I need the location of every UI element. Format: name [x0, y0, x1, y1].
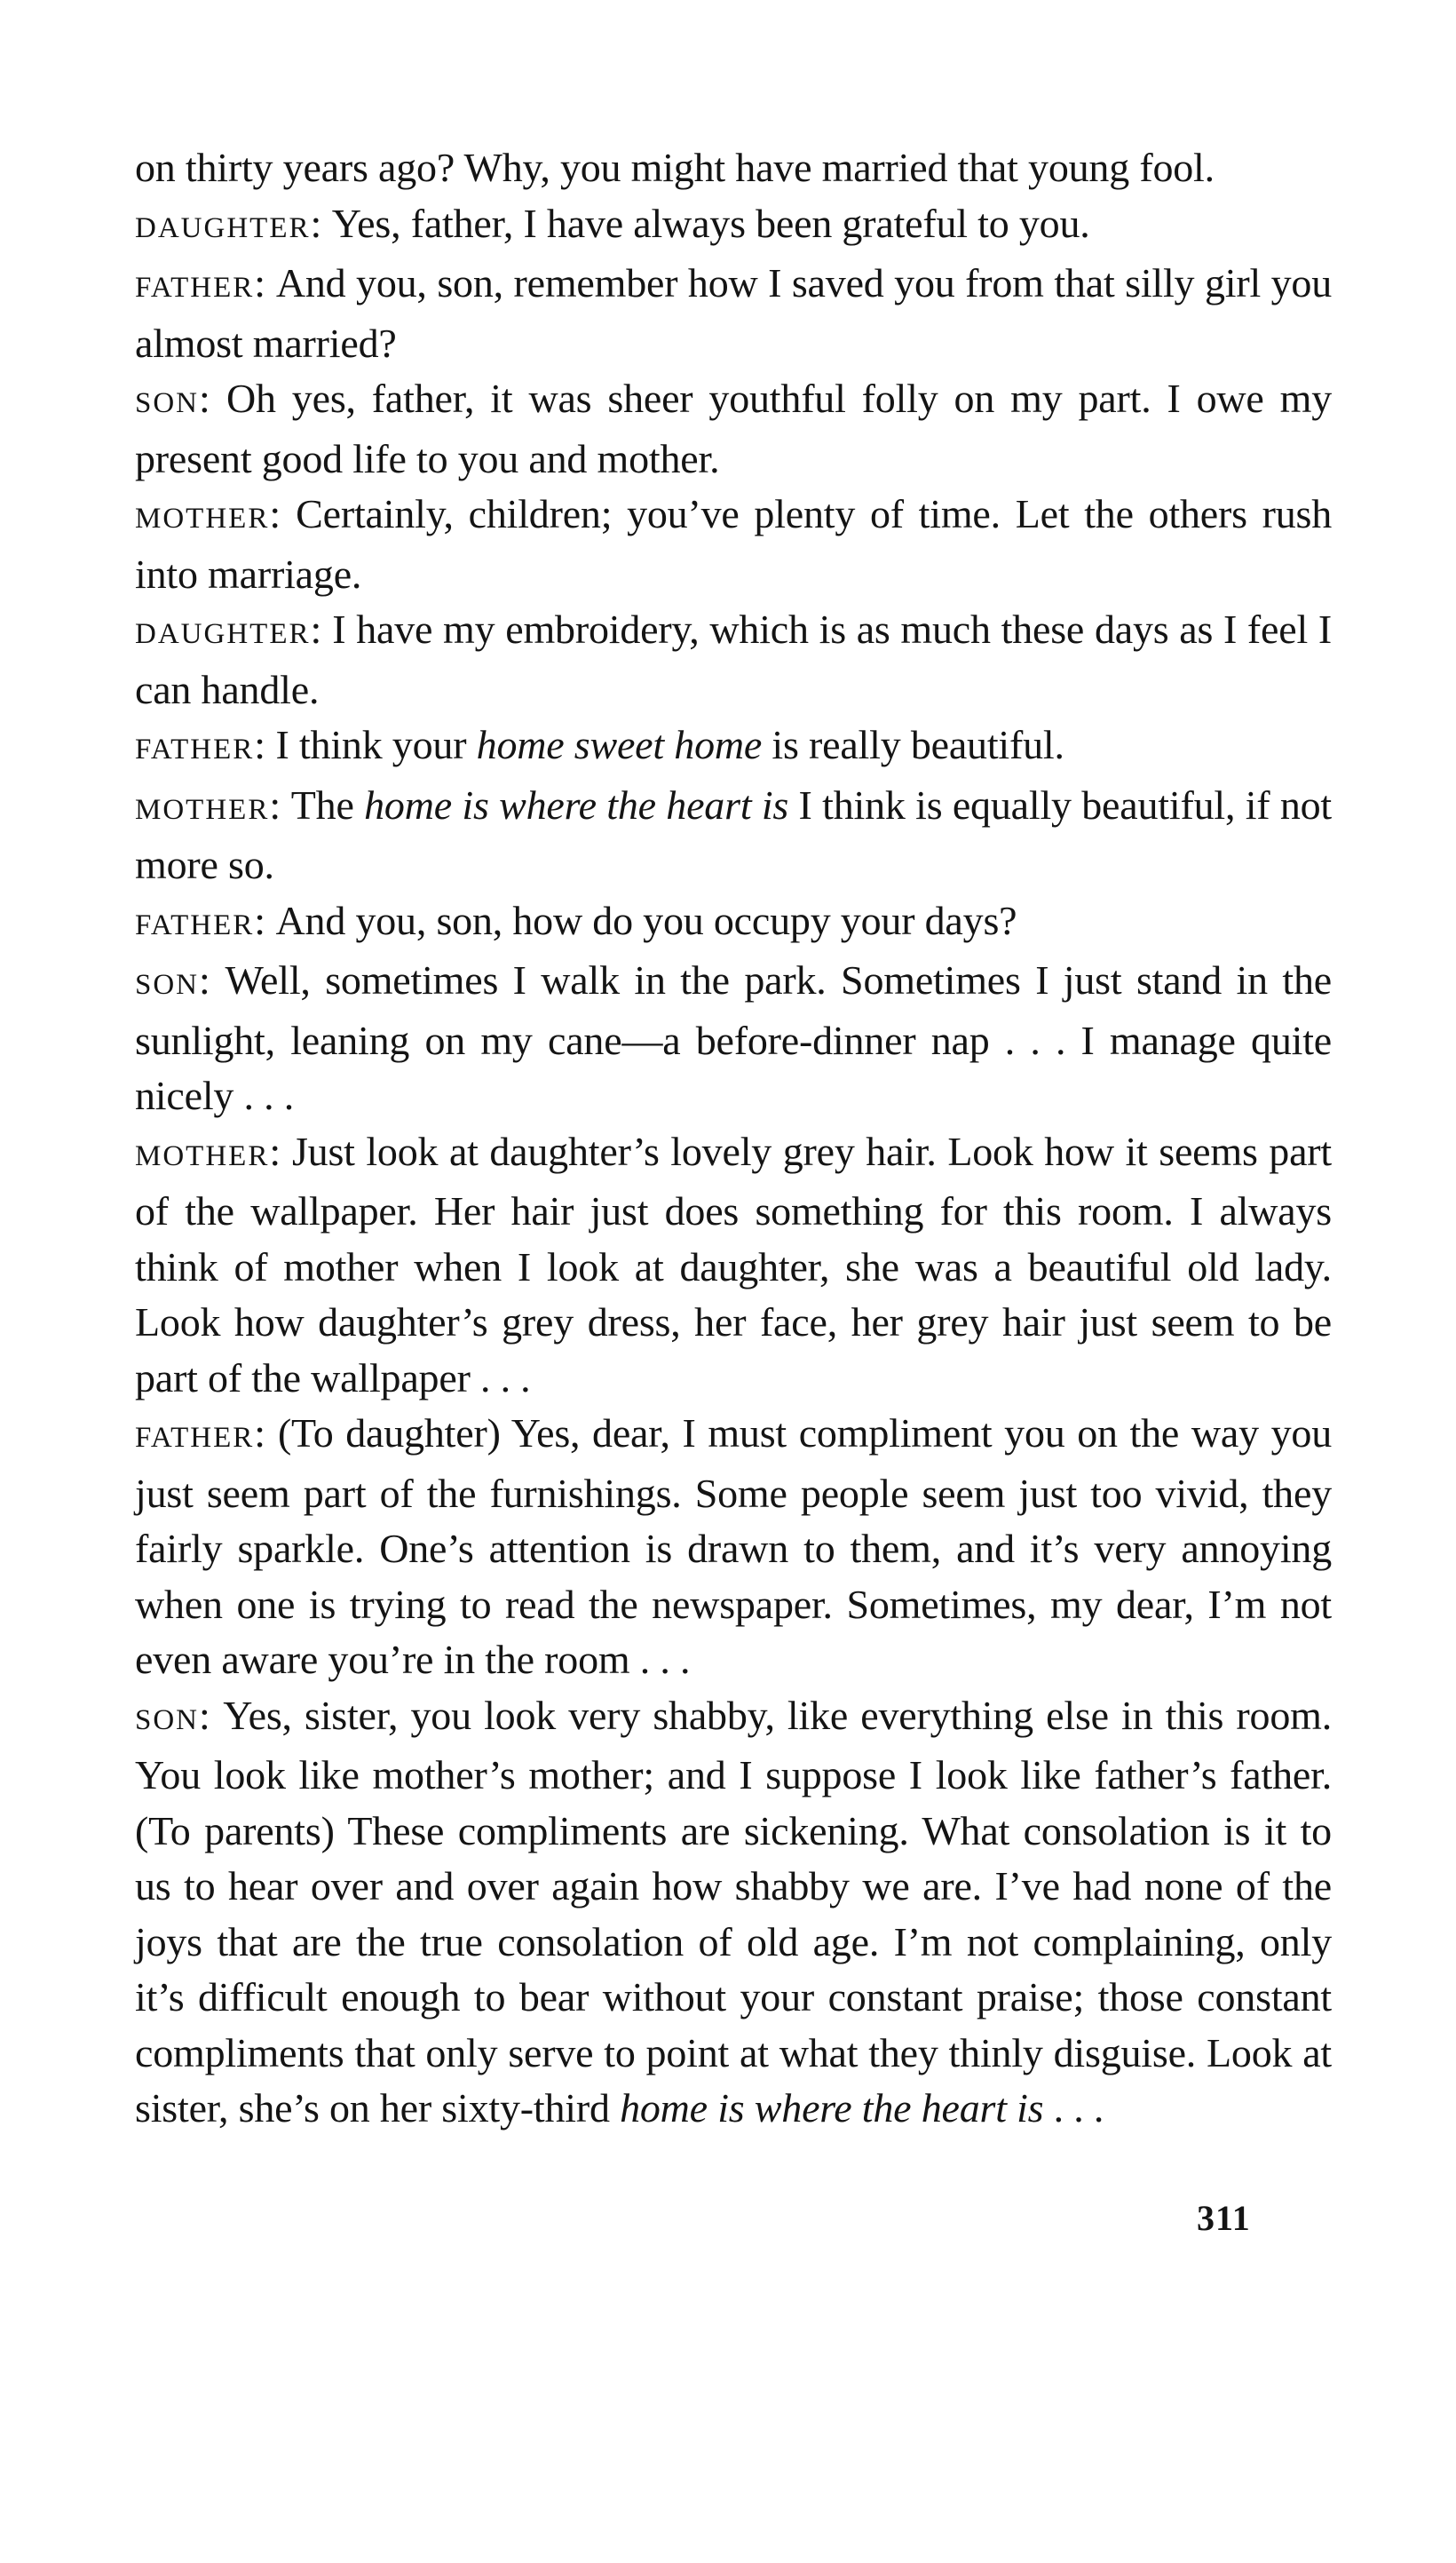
spoken-text: I have my embroidery, which is as much these days as I feel I can handle.: [135, 607, 1332, 712]
speaker-name: FATHER: [135, 272, 255, 304]
spoken-text: Just look at daughter’s lovely grey hair. Look how it seems part of the wallpaper. Her hair just does something for this room. I always think of mother when I look at daughter, she was a beautiful old lady. Look how daughter’s grey dress, her face, her grey hair just seem to be part of the wallpaper . . .: [135, 1128, 1333, 1401]
dialogue-line: [135, 1406, 1332, 1688]
spoken-text: (To daughter) Yes, dear, I must compliment you on the way you just seem part of the furnishings. Some people seem just too vivid, they fairly sparkle. One’s attention is drawn to them, and it’s very annoying when one is trying to read the newspaper. Sometimes, my dear, I’m not even aware you’re in the room . . .: [135, 1410, 1332, 1682]
speaker-separator: :: [310, 607, 333, 652]
speaker-name: FATHER: [135, 734, 255, 766]
dialogue-line: [135, 371, 1332, 487]
page-number: 311: [1197, 2198, 1251, 2238]
spoken-text: Yes, sister, you look very shabby, like everything else in this room. You look like mother’s mother; and I suppose I look like father’s father. (To parents) These compliments are sickening. What consolation is it to us to hear over and over again how shabby we are. I’ve had none of the joys that are the true consolation of old age. I’m not complaining, only it’s difficult enough to bear without your constant praise; those constant compliments that only serve to point at what they thinly disguise. Look at sister, she’s on her sixty-third: [135, 1692, 1332, 2131]
speaker-name: SON: [135, 969, 200, 1001]
speaker-separator: :: [254, 897, 276, 943]
speaker-name: MOTHER: [135, 793, 270, 826]
speaker-separator: :: [310, 200, 332, 246]
spoken-text: I think your: [275, 722, 477, 767]
spoken-text: Well, sometimes I walk in the park. Sometimes I just stand in the sunlight, leaning on my cane—a before-dinner nap . . . I manage quite nicely . . .: [135, 957, 1333, 1118]
dialogue-line: [135, 196, 1332, 257]
dialogue-line: [135, 256, 1332, 371]
speaker-name: MOTHER: [135, 503, 270, 535]
spoken-text: . . .: [1043, 2085, 1104, 2131]
dialogue-line: [135, 893, 1332, 954]
spoken-text: I think is equally beautiful, if not more so.: [135, 782, 1333, 887]
dialogue-line: [135, 1124, 1332, 1407]
italic-title-text: home is where the heart is: [620, 2085, 1044, 2131]
dialogue-text: [135, 140, 1332, 2137]
speaker-name: DAUGHTER: [135, 211, 311, 244]
speaker-separator: :: [254, 260, 276, 305]
italic-title-text: home sweet home: [476, 722, 763, 767]
speaker-name: SON: [135, 1703, 200, 1736]
speaker-separator: :: [269, 1128, 292, 1174]
spoken-text: Yes, father, I have always been grateful to you.: [331, 200, 1090, 246]
speaker-name: MOTHER: [135, 1139, 270, 1172]
speaker-separator: :: [269, 491, 297, 536]
dialogue-line: [135, 953, 1332, 1124]
continuation-line: [135, 140, 1332, 196]
speaker-separator: :: [199, 1692, 224, 1738]
speaker-name: FATHER: [135, 1422, 255, 1454]
dialogue-line: [135, 1688, 1332, 2137]
italic-title-text: home is where the heart is: [364, 782, 789, 828]
speaker-separator: :: [199, 957, 226, 1003]
speaker-separator: :: [199, 376, 226, 421]
spoken-text: on thirty years ago? Why, you might have married that young fool.: [135, 145, 1215, 190]
speaker-separator: :: [254, 1410, 278, 1456]
spoken-text: And you, son, remember how I saved you from that silly girl you almost married?: [135, 260, 1333, 366]
speaker-name: FATHER: [135, 909, 255, 941]
speaker-separator: :: [269, 782, 291, 828]
speaker-name: DAUGHTER: [135, 618, 311, 650]
dialogue-line: [135, 718, 1332, 778]
speaker-separator: :: [254, 722, 276, 767]
spoken-text: is really beautiful.: [762, 722, 1064, 767]
dialogue-line: [135, 602, 1332, 718]
dialogue-line: [135, 487, 1332, 602]
spoken-text: The: [290, 782, 365, 828]
spoken-text: Certainly, children; you’ve plenty of time. Let the others rush into marriage.: [135, 491, 1333, 597]
speaker-name: SON: [135, 387, 200, 419]
spoken-text: Oh yes, father, it was sheer youthful folly on my part. I owe my present good life to you and mother.: [135, 376, 1332, 481]
spoken-text: And you, son, how do you occupy your days?: [275, 897, 1017, 943]
dialogue-line: [135, 778, 1332, 893]
